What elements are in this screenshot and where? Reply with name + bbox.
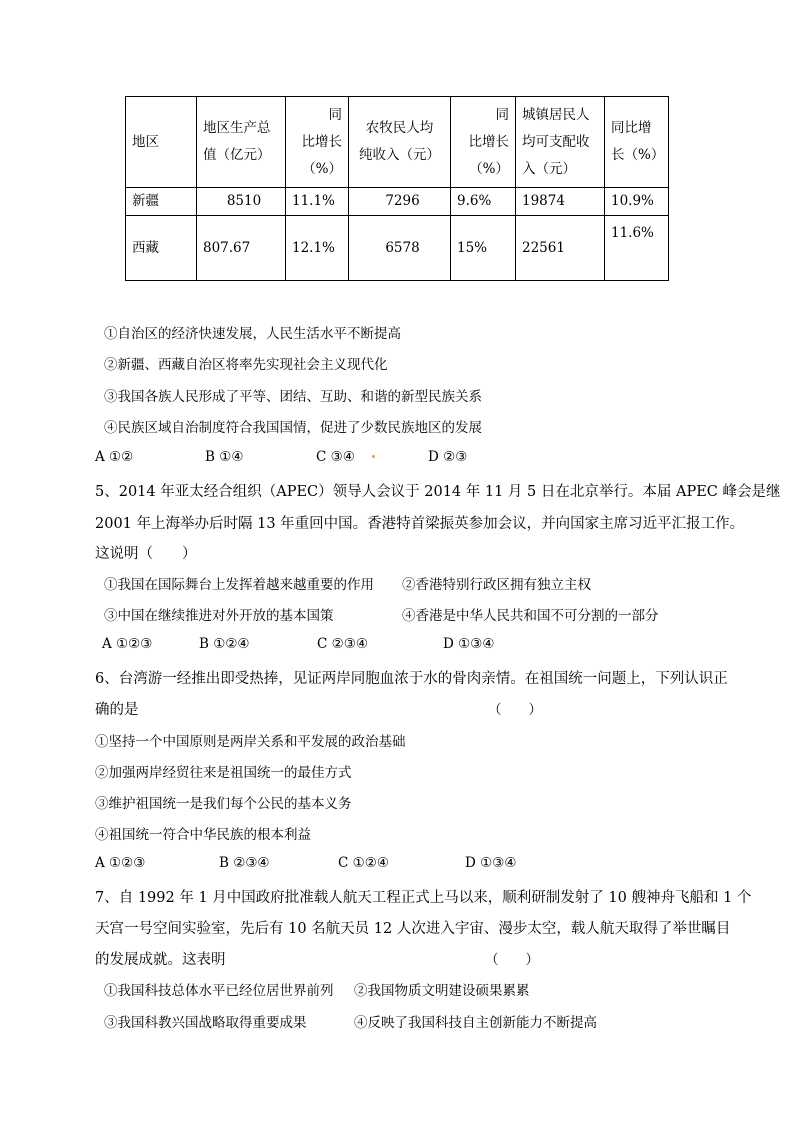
header-cell: 地区生产总 值（亿元）: [197, 97, 286, 188]
q6-option-b[interactable]: B ②③④: [219, 855, 270, 871]
table-cell: 11.6%: [605, 216, 669, 281]
q5-statement: ②香港特别行政区拥有独立主权: [402, 577, 591, 593]
header-cell: 同 比增长 （%）: [451, 97, 516, 188]
table-cell: 19874: [516, 188, 605, 216]
q4-statement: ①自治区的经济快速发展，人民生活水平不断提高: [104, 326, 401, 342]
table-row: [126, 188, 669, 216]
table-cell: 9.6%: [451, 188, 516, 216]
q7-stem-line: 7、自 1992 年 1 月中国政府批准载人航天工程正式上马以来，顺利研制发射了 10 艘神舟飞船和 1 个: [95, 890, 752, 906]
table-cell: 西藏: [126, 216, 197, 281]
table-cell: 8510: [197, 188, 286, 216]
q4-option-c[interactable]: C ③④: [316, 449, 355, 465]
q6-statement: ④祖国统一符合中华民族的根本利益: [95, 827, 311, 843]
table-cell: 新疆: [126, 188, 197, 216]
table-cell: 11.1%: [286, 188, 349, 216]
q5-option-b[interactable]: B ①②④: [199, 636, 250, 652]
table-header-row: [126, 97, 669, 188]
q7-answer-blank[interactable]: （ ）: [485, 952, 539, 968]
q6-statement: ①坚持一个中国原则是两岸关系和平发展的政治基础: [95, 734, 406, 750]
q5-statement: ③中国在继续推进对外开放的基本国策: [104, 608, 334, 624]
header-cell: 同 比增长 （%）: [286, 97, 349, 188]
q5-stem-line: 这说明（ ）: [95, 546, 197, 562]
q7-statement: ④反映了我国科技自主创新能力不断提高: [354, 1015, 597, 1031]
q6-statement: ③维护祖国统一是我们每个公民的基本义务: [95, 796, 352, 812]
header-cell: 城镇居民人 均可支配收 入（元）: [516, 97, 605, 188]
q7-stem-line: 的发展成就。这表明: [95, 952, 226, 968]
header-cell: 地区: [126, 97, 197, 188]
q4-option-d[interactable]: D ②③: [428, 449, 468, 465]
q6-statement: ②加强两岸经贸往来是祖国统一的最佳方式: [95, 765, 352, 781]
q4-option-a[interactable]: A ①②: [95, 449, 134, 465]
q4-option-b[interactable]: B ①④: [205, 449, 244, 465]
q5-option-c[interactable]: C ②③④: [317, 636, 368, 652]
q5-stem-line: 5、2014 年亚太经合组织（APEC）领导人会议于 2014 年 11 月 5 日在北京举行。本届 APEC 峰会是继: [95, 484, 781, 500]
q4-statement: ②新疆、西藏自治区将率先实现社会主义现代化: [104, 357, 388, 373]
table-cell: 7296: [349, 188, 451, 216]
q5-option-d[interactable]: D ①③④: [443, 636, 495, 652]
q6-answer-blank[interactable]: （ ）: [488, 702, 542, 718]
table-cell: 12.1%: [286, 216, 349, 281]
q7-stem-line: 天宫一号空间实验室，先后有 10 名航天员 12 人次进入宇宙、漫步太空，载人航天取得了举世瞩目: [95, 921, 731, 937]
q7-statement: ③我国科教兴国战略取得重要成果: [104, 1015, 307, 1031]
q6-stem-line: 6、台湾游一经推出即受热捧，见证两岸同胞血浓于水的骨肉亲情。在祖国统一问题上，下列认识正: [95, 671, 728, 687]
q5-option-a[interactable]: A ①②③: [102, 636, 153, 652]
statistics-table: [125, 96, 669, 281]
stray-mark: [372, 455, 375, 458]
q6-option-d[interactable]: D ①③④: [465, 855, 517, 871]
table-cell: 6578: [349, 216, 451, 281]
header-cell: 同比增 长（%）: [605, 97, 669, 188]
q6-stem-line: 确的是: [95, 702, 139, 718]
table-cell: 15%: [451, 216, 516, 281]
q6-option-a[interactable]: A ①②③: [95, 855, 146, 871]
q4-statement: ④民族区域自治制度符合我国国情，促进了少数民族地区的发展: [104, 420, 482, 436]
table-cell: 807.67: [197, 216, 286, 281]
q5-statement: ④香港是中华人民共和国不可分割的一部分: [402, 608, 659, 624]
q5-stem-line: 2001 年上海举办后时隔 13 年重回中国。香港特首梁振英参加会议，并向国家主席习近平汇报工作。: [95, 516, 745, 532]
q6-option-c[interactable]: C ①②④: [338, 855, 389, 871]
table-cell: 10.9%: [605, 188, 669, 216]
q7-statement: ①我国科技总体水平已经位居世界前列: [104, 983, 334, 999]
q5-statement: ①我国在国际舞台上发挥着越来越重要的作用: [104, 577, 374, 593]
q4-statement: ③我国各族人民形成了平等、团结、互助、和谐的新型民族关系: [104, 389, 482, 405]
table-row: [126, 216, 669, 281]
q7-statement: ②我国物质文明建设硕果累累: [354, 983, 530, 999]
header-cell: 农牧民人均 纯收入（元）: [349, 97, 451, 188]
table-cell: 22561: [516, 216, 605, 281]
